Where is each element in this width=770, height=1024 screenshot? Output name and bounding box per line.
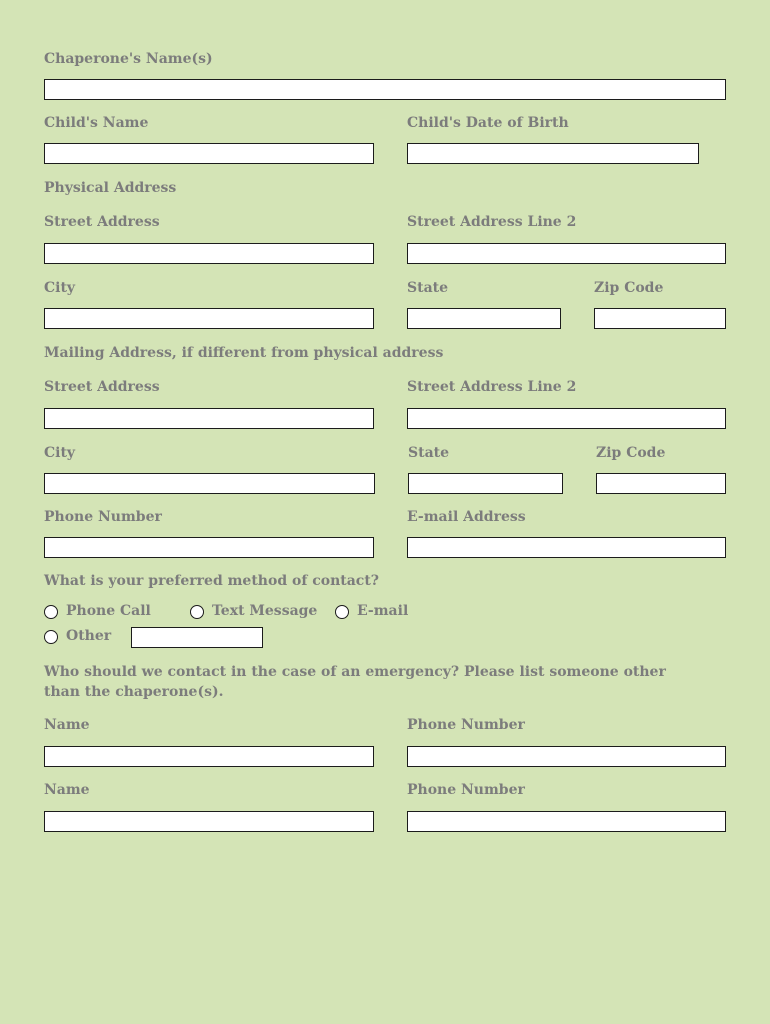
child-dob-field[interactable]	[407, 143, 699, 164]
physical-street2-label: Street Address Line 2	[407, 214, 577, 230]
emergency-name-1-label: Name	[44, 717, 90, 733]
physical-address-heading: Physical Address	[44, 180, 177, 196]
child-name-field[interactable]	[44, 143, 374, 164]
physical-street2-field[interactable]	[407, 243, 726, 264]
physical-state-label: State	[407, 280, 449, 296]
emergency-name-1-field[interactable]	[44, 746, 374, 767]
mailing-city-field[interactable]	[44, 473, 375, 494]
mailing-zip-field[interactable]	[596, 473, 726, 494]
phone-number-field[interactable]	[44, 537, 374, 558]
mailing-city-label: City	[44, 445, 76, 461]
physical-street-field[interactable]	[44, 243, 374, 264]
email-label: E-mail	[357, 603, 409, 619]
physical-city-field[interactable]	[44, 308, 374, 329]
mailing-street2-label: Street Address Line 2	[407, 379, 577, 395]
text-message-radio[interactable]	[190, 605, 204, 619]
other-label: Other	[66, 628, 112, 644]
emergency-phone-1-field[interactable]	[407, 746, 726, 767]
physical-zip-label: Zip Code	[594, 280, 664, 296]
physical-zip-field[interactable]	[594, 308, 726, 329]
emergency-phone-2-label: Phone Number	[407, 782, 525, 798]
preferred-method-question: What is your preferred method of contact?	[44, 573, 379, 589]
mailing-street-field[interactable]	[44, 408, 374, 429]
email-radio[interactable]	[335, 605, 349, 619]
phone-number-label: Phone Number	[44, 509, 162, 525]
mailing-state-label: State	[408, 445, 450, 461]
text-message-label: Text Message	[212, 603, 318, 619]
chaperone-names-field[interactable]	[44, 79, 726, 100]
child-dob-label: Child's Date of Birth	[407, 115, 569, 131]
emergency-phone-2-field[interactable]	[407, 811, 726, 832]
mailing-street2-field[interactable]	[407, 408, 726, 429]
physical-street-label: Street Address	[44, 214, 160, 230]
child-name-label: Child's Name	[44, 115, 149, 131]
phone-call-radio[interactable]	[44, 605, 58, 619]
physical-state-field[interactable]	[407, 308, 561, 329]
mailing-street-label: Street Address	[44, 379, 160, 395]
phone-call-label: Phone Call	[66, 603, 151, 619]
other-radio[interactable]	[44, 630, 58, 644]
email-address-label: E-mail Address	[407, 509, 526, 525]
emergency-phone-1-label: Phone Number	[407, 717, 525, 733]
other-method-field[interactable]	[131, 627, 263, 648]
emergency-name-2-label: Name	[44, 782, 90, 798]
mailing-address-heading: Mailing Address, if different from physical address	[44, 345, 444, 361]
emergency-name-2-field[interactable]	[44, 811, 374, 832]
chaperone-names-label: Chaperone's Name(s)	[44, 51, 213, 67]
mailing-state-field[interactable]	[408, 473, 563, 494]
physical-city-label: City	[44, 280, 76, 296]
mailing-zip-label: Zip Code	[596, 445, 666, 461]
email-address-field[interactable]	[407, 537, 726, 558]
emergency-contact-question: Who should we contact in the case of an emergency? Please list someone other than the chaperone(s).	[44, 664, 666, 700]
